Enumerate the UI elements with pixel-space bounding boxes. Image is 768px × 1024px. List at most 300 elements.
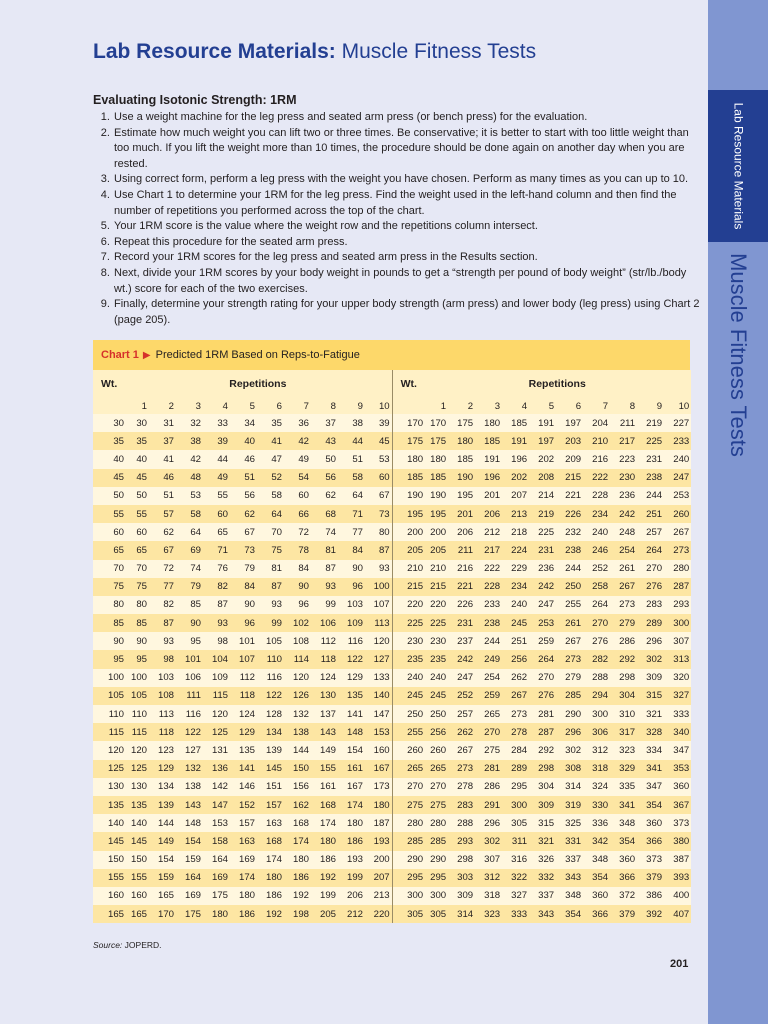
weight-cell: 200 [392,523,425,541]
one-rm-cell: 238 [637,469,664,487]
one-rm-cell: 158 [203,832,230,850]
one-rm-cell: 45 [126,469,149,487]
one-rm-cell: 262 [502,669,529,687]
one-rm-cell: 218 [502,523,529,541]
weight-cell: 140 [93,814,126,832]
one-rm-cell: 38 [176,432,203,450]
one-rm-cell: 323 [475,905,502,923]
one-rm-cell: 100 [365,578,392,596]
one-rm-cell: 197 [529,432,556,450]
one-rm-cell: 392 [637,905,664,923]
one-rm-cell: 34 [230,414,257,432]
one-rm-cell: 90 [338,560,365,578]
one-rm-cell: 242 [448,650,475,668]
one-rm-cell: 285 [556,687,583,705]
one-rm-cell: 180 [338,814,365,832]
one-rm-cell: 256 [425,723,448,741]
one-rm-cell: 131 [203,741,230,759]
one-rm-cell: 386 [637,887,664,905]
one-rm-cell: 221 [556,487,583,505]
one-rm-cell: 244 [556,560,583,578]
one-rm-cell: 290 [556,705,583,723]
table-row [93,778,691,796]
one-rm-cell: 60 [203,505,230,523]
one-rm-cell: 101 [230,632,257,650]
weight-cell: 235 [392,650,425,668]
one-rm-cell: 227 [664,414,691,432]
one-rm-cell: 31 [149,414,176,432]
one-rm-cell: 84 [284,560,311,578]
procedure-step: 9. Finally, determine your strength rating for your upper body strength (arm press) and lower body (leg press) using Chart 2 (page 205). [113,297,703,328]
one-rm-cell: 270 [475,723,502,741]
one-rm-cell: 44 [338,432,365,450]
one-rm-cell: 332 [529,869,556,887]
one-rm-cell: 209 [556,450,583,468]
one-rm-cell: 147 [203,796,230,814]
one-rm-cell: 320 [664,669,691,687]
one-rm-cell: 265 [475,705,502,723]
col-header-rep: 2 [448,398,475,414]
one-rm-cell: 348 [583,851,610,869]
one-rm-cell: 316 [502,851,529,869]
one-rm-cell: 144 [149,814,176,832]
one-rm-cell: 163 [257,814,284,832]
one-rm-cell: 242 [610,505,637,523]
source-note [93,940,162,950]
one-rm-cell: 207 [365,869,392,887]
one-rm-cell: 62 [149,523,176,541]
table-row [93,723,691,741]
one-rm-cell: 84 [338,541,365,559]
one-rm-cell: 225 [425,614,448,632]
one-rm-cell: 215 [556,469,583,487]
one-rm-cell: 215 [425,578,448,596]
one-rm-cell: 331 [556,832,583,850]
one-rm-cell: 262 [448,723,475,741]
one-rm-cell: 70 [257,523,284,541]
one-rm-cell: 62 [311,487,338,505]
one-rm-cell: 265 [425,760,448,778]
one-rm-cell: 145 [126,832,149,850]
one-rm-cell: 314 [448,905,475,923]
one-rm-cell: 225 [637,432,664,450]
weight-cell: 85 [93,614,126,632]
one-rm-cell: 51 [149,487,176,505]
table-row [93,487,691,505]
play-arrow-icon: ▶ [142,349,151,361]
one-rm-cell: 245 [502,614,529,632]
one-rm-cell: 267 [556,632,583,650]
one-rm-cell: 312 [583,741,610,759]
col-header-rep: 3 [176,398,203,414]
one-rm-cell: 276 [637,578,664,596]
one-rm-cell: 144 [284,741,311,759]
one-rm-cell: 246 [583,541,610,559]
weight-cell: 100 [93,669,126,687]
one-rm-cell: 313 [664,650,691,668]
one-rm-cell: 220 [425,596,448,614]
one-rm-cell: 210 [425,560,448,578]
one-rm-cell: 354 [556,905,583,923]
one-rm-cell: 256 [502,650,529,668]
one-rm-cell: 281 [529,705,556,723]
one-rm-cell: 334 [637,741,664,759]
one-rm-cell: 324 [583,778,610,796]
one-rm-cell: 235 [425,650,448,668]
one-rm-cell: 67 [230,523,257,541]
one-rm-cell: 219 [637,414,664,432]
one-rm-cell: 170 [425,414,448,432]
one-rm-cell: 120 [126,741,149,759]
one-rm-cell: 318 [583,760,610,778]
one-rm-cell: 127 [176,741,203,759]
one-rm-cell: 379 [637,869,664,887]
weight-cell: 210 [392,560,425,578]
weight-cell: 175 [392,432,425,450]
one-rm-cell: 58 [257,487,284,505]
one-rm-cell: 211 [448,541,475,559]
one-rm-cell: 56 [311,469,338,487]
one-rm-cell: 276 [529,687,556,705]
table-row [93,414,691,432]
one-rm-cell: 47 [257,450,284,468]
one-rm-cell: 103 [338,596,365,614]
table-row [93,523,691,541]
one-rm-cell: 98 [203,632,230,650]
one-rm-cell: 309 [637,669,664,687]
one-rm-cell: 192 [257,905,284,923]
one-rm-cell: 259 [529,632,556,650]
weight-cell: 255 [392,723,425,741]
one-rm-cell: 45 [365,432,392,450]
one-rm-cell: 201 [475,487,502,505]
one-rm-cell: 314 [556,778,583,796]
one-rm-cell: 132 [176,760,203,778]
weight-cell: 90 [93,632,126,650]
one-rm-cell: 319 [556,796,583,814]
table-row [93,469,691,487]
one-rm-cell: 175 [425,432,448,450]
chart-1 [93,340,690,923]
one-rm-cell: 230 [610,469,637,487]
one-rm-cell: 100 [126,669,149,687]
weight-cell: 45 [93,469,126,487]
one-rm-cell: 234 [583,505,610,523]
procedure-step: 1. Use a weight machine for the leg press and seated arm press (or bench press) for the evaluation. [113,110,703,126]
one-rm-cell: 133 [365,669,392,687]
one-rm-cell: 139 [149,796,176,814]
one-rm-cell: 238 [475,614,502,632]
one-rm-cell: 323 [610,741,637,759]
one-rm-cell: 249 [475,650,502,668]
one-rm-cell: 150 [126,851,149,869]
one-rm-cell: 196 [502,450,529,468]
one-rm-cell: 245 [425,687,448,705]
one-rm-cell: 205 [311,905,338,923]
one-rm-cell: 148 [176,814,203,832]
one-rm-cell: 304 [610,687,637,705]
one-rm-cell: 292 [610,650,637,668]
col-header-rep: 9 [338,398,365,414]
one-rm-cell: 95 [176,632,203,650]
one-rm-cell: 305 [502,814,529,832]
one-rm-cell: 51 [338,450,365,468]
table-row [93,541,691,559]
one-rm-cell: 360 [583,887,610,905]
one-rm-cell: 116 [338,632,365,650]
one-rm-cell: 104 [203,650,230,668]
one-rm-cell: 156 [284,778,311,796]
one-rm-cell: 222 [475,560,502,578]
weight-cell: 250 [392,705,425,723]
chart-header [93,340,690,370]
table-row [93,705,691,723]
sidebar-tab-lab-resource[interactable] [708,90,768,242]
one-rm-cell: 49 [203,469,230,487]
one-rm-cell: 380 [664,832,691,850]
procedure-step: 5. Your 1RM score is the value where the weight row and the repetitions column intersect. [113,219,703,235]
one-rm-cell: 169 [203,869,230,887]
one-rm-cell: 142 [203,778,230,796]
one-rm-cell: 281 [475,760,502,778]
weight-cell: 115 [93,723,126,741]
table-row [93,614,691,632]
one-rm-cell: 293 [448,832,475,850]
one-rm-cell: 38 [338,414,365,432]
one-rm-cell: 231 [637,450,664,468]
one-rm-cell: 106 [176,669,203,687]
one-rm-cell: 284 [502,741,529,759]
one-rm-cell: 307 [475,851,502,869]
table-row [93,741,691,759]
weight-cell: 50 [93,487,126,505]
one-rm-cell: 296 [475,814,502,832]
one-rm-cell: 210 [583,432,610,450]
one-rm-cell: 124 [230,705,257,723]
one-rm-cell: 46 [149,469,176,487]
procedure-step: 6. Repeat this procedure for the seated arm press. [113,235,703,251]
one-rm-cell: 309 [529,796,556,814]
one-rm-cell: 186 [284,869,311,887]
one-rm-cell: 290 [425,851,448,869]
one-rm-cell: 138 [176,778,203,796]
one-rm-cell: 72 [284,523,311,541]
one-rm-cell: 98 [149,650,176,668]
one-rm-cell: 141 [338,705,365,723]
one-rm-cell: 293 [664,596,691,614]
one-rm-cell: 354 [637,796,664,814]
one-rm-cell: 43 [311,432,338,450]
weight-cell: 295 [392,869,425,887]
one-rm-cell: 322 [502,869,529,887]
one-rm-cell: 343 [556,869,583,887]
one-rm-cell: 87 [257,578,284,596]
col-header-rep: 8 [311,398,338,414]
chart-title: Predicted 1RM Based on Reps-to-Fatigue [155,349,360,361]
table-row [93,669,691,687]
one-rm-cell: 289 [502,760,529,778]
one-rm-cell: 307 [664,632,691,650]
one-rm-cell: 240 [583,523,610,541]
one-rm-cell: 114 [284,650,311,668]
procedure-step: 8. Next, divide your 1RM scores by your body weight in pounds to get a “strength per pound of body weight” (str/lb./body wt.) score for each of the two exercises. [113,266,703,297]
one-rm-cell: 360 [664,778,691,796]
one-rm-cell: 212 [338,905,365,923]
one-rm-cell: 407 [664,905,691,923]
one-rm-cell: 300 [664,614,691,632]
one-rm-cell: 143 [176,796,203,814]
one-rm-cell: 87 [311,560,338,578]
weight-cell: 60 [93,523,126,541]
one-rm-cell: 60 [365,469,392,487]
one-rm-cell: 199 [338,869,365,887]
one-rm-cell: 122 [338,650,365,668]
one-rm-cell: 348 [556,887,583,905]
one-rm-cell: 244 [637,487,664,505]
one-rm-cell: 77 [338,523,365,541]
one-rm-cell: 296 [637,632,664,650]
weight-cell: 65 [93,541,126,559]
weight-cell: 40 [93,450,126,468]
weight-cell: 120 [93,741,126,759]
table-row [93,851,691,869]
one-rm-cell: 191 [529,414,556,432]
weight-cell: 300 [392,887,425,905]
one-rm-cell: 87 [149,614,176,632]
one-rm-cell: 111 [176,687,203,705]
one-rm-cell: 279 [610,614,637,632]
one-rm-cell: 157 [230,814,257,832]
one-rm-cell: 32 [176,414,203,432]
one-rm-cell: 39 [203,432,230,450]
section-heading: Evaluating Isotonic Strength: 1RM [93,93,297,107]
one-rm-cell: 257 [637,523,664,541]
one-rm-cell: 199 [311,887,338,905]
one-rm-cell: 120 [284,669,311,687]
one-rm-cell: 80 [126,596,149,614]
one-rm-cell: 325 [556,814,583,832]
one-rm-cell: 251 [502,632,529,650]
one-rm-cell: 273 [502,705,529,723]
one-rm-cell: 295 [425,869,448,887]
one-rm-cell: 240 [425,669,448,687]
weight-cell: 170 [392,414,425,432]
one-rm-cell: 180 [257,869,284,887]
one-rm-cell: 206 [475,505,502,523]
one-rm-cell: 101 [176,650,203,668]
one-rm-cell: 154 [338,741,365,759]
one-rm-cell: 233 [664,432,691,450]
page-title [93,40,536,64]
one-rm-cell: 159 [149,869,176,887]
one-rm-cell: 80 [365,523,392,541]
chart-label: Chart 1 [101,349,139,361]
one-rm-cell: 294 [583,687,610,705]
one-rm-cell: 174 [257,851,284,869]
one-rm-cell: 162 [284,796,311,814]
one-rm-cell: 280 [664,560,691,578]
one-rm-cell: 250 [556,578,583,596]
procedure-step: 2. Estimate how much weight you can lift two or three times. Be conservative; it is better to start with too little weight than too much. If you lift the weight more than 10 times, the procedure should be done again on another day when you are rested. [113,126,703,173]
one-rm-cell: 318 [475,887,502,905]
one-rm-cell: 366 [583,905,610,923]
one-rm-cell: 354 [583,869,610,887]
one-rm-cell: 310 [610,705,637,723]
one-rm-cell: 164 [176,869,203,887]
one-rm-cell: 347 [637,778,664,796]
weight-cell: 95 [93,650,126,668]
col-header-rep: 4 [203,398,230,414]
one-rm-cell: 387 [664,851,691,869]
one-rm-cell: 123 [149,741,176,759]
one-rm-cell: 44 [203,450,230,468]
one-rm-cell: 267 [610,578,637,596]
one-rm-cell: 276 [583,632,610,650]
one-rm-cell: 208 [529,469,556,487]
one-rm-cell: 311 [502,832,529,850]
one-rm-cell: 264 [529,650,556,668]
one-rm-cell: 273 [610,596,637,614]
one-rm-cell: 135 [338,687,365,705]
one-rm-cell: 343 [529,905,556,923]
one-rm-cell: 153 [203,814,230,832]
one-rm-cell: 90 [284,578,311,596]
one-rm-cell: 95 [126,650,149,668]
one-rm-cell: 99 [311,596,338,614]
one-rm-cell: 115 [203,687,230,705]
one-rm-cell: 78 [284,541,311,559]
one-rm-cell: 93 [257,596,284,614]
one-rm-cell: 138 [284,723,311,741]
one-rm-cell: 248 [610,523,637,541]
one-rm-cell: 132 [284,705,311,723]
one-rm-cell: 118 [230,687,257,705]
one-rm-cell: 87 [365,541,392,559]
one-rm-cell: 168 [284,814,311,832]
col-header-blank [392,398,425,414]
one-rm-cell: 96 [284,596,311,614]
one-rm-cell: 167 [365,760,392,778]
one-rm-cell: 250 [425,705,448,723]
table-row [93,432,691,450]
one-rm-cell: 143 [311,723,338,741]
one-rm-cell: 287 [529,723,556,741]
one-rm-cell: 73 [365,505,392,523]
one-rm-cell: 340 [664,723,691,741]
one-rm-cell: 51 [230,469,257,487]
one-rm-cell: 71 [338,505,365,523]
one-rm-cell: 191 [502,432,529,450]
table-row [93,760,691,778]
one-rm-cell: 300 [502,796,529,814]
one-rm-cell: 312 [475,869,502,887]
one-rm-cell: 186 [338,832,365,850]
one-rm-cell: 335 [610,778,637,796]
one-rm-cell: 337 [529,887,556,905]
one-rm-cell: 120 [365,632,392,650]
weight-cell: 160 [93,887,126,905]
one-rm-cell: 393 [664,869,691,887]
table-row [93,578,691,596]
weight-cell: 275 [392,796,425,814]
one-rm-cell: 129 [230,723,257,741]
one-rm-cell: 129 [338,669,365,687]
one-rm-cell: 36 [284,414,311,432]
col-header-rep: 2 [149,398,176,414]
one-rm-cell: 122 [257,687,284,705]
one-rm-cell: 85 [126,614,149,632]
one-rm-cell: 58 [176,505,203,523]
